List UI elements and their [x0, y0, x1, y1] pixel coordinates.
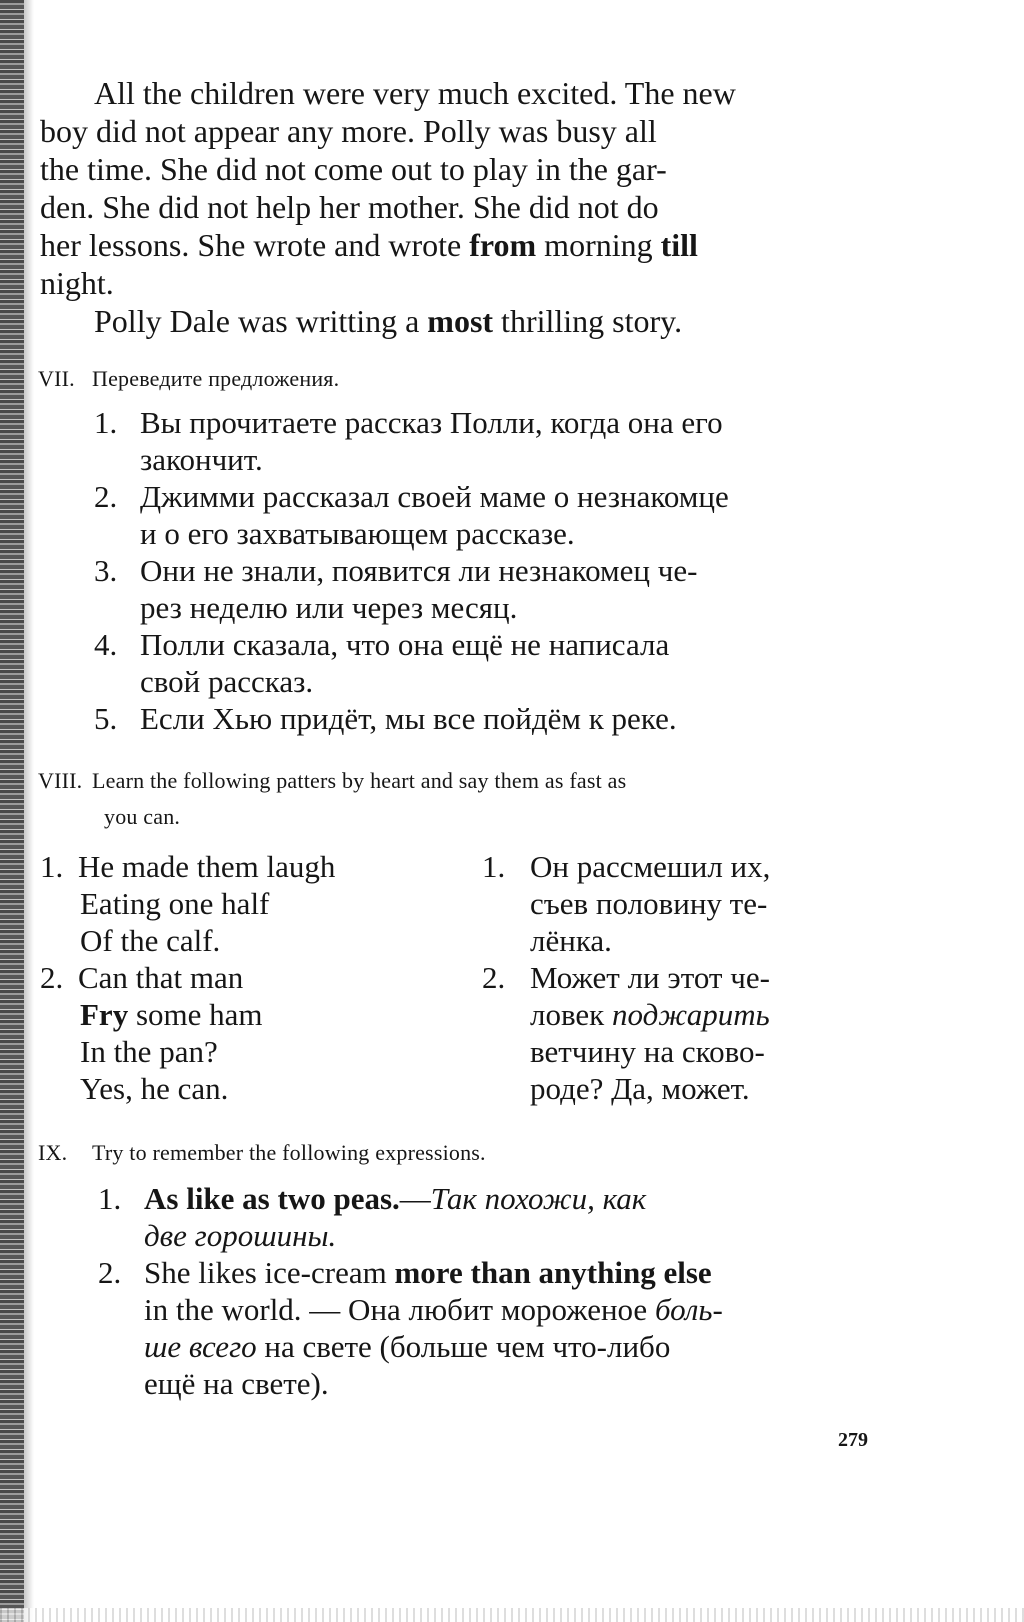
bold-word-from: from [469, 227, 537, 263]
story-line-2: boy did not appear any more. Polly was busy all [40, 113, 657, 149]
list-item: 1. Вы прочитаете рассказ Полли, когда она его закончит. [94, 405, 723, 477]
italic-word: поджарить [612, 997, 770, 1032]
bold-word-till: till [660, 227, 698, 263]
bold-word-most: most [427, 303, 494, 339]
section-ix-heading: IX. Try to remember the following expressions. [38, 1140, 486, 1165]
expression-item-2: 2. She likes ice-cream more than anything else in the world. — Она любит мороженое боль- ше всего на свете (больше чем что-либо ещё на свете). [98, 1255, 723, 1401]
bold-word-fry: Fry [80, 997, 129, 1032]
story-line-5: her lessons. She wrote and wrote from morning till [40, 227, 698, 263]
list-item: 4. Полли сказала, что она ещё не написала свой рассказ. [94, 627, 670, 699]
story-line-4: den. She did not help her mother. She did not do [40, 189, 659, 225]
page-bottom-edge [0, 1608, 1024, 1622]
expression-item-1: 1. As like as two peas.—Так похожи, как две горошины. [98, 1181, 647, 1253]
story-line-7: Polly Dale was writting a most thrilling story. [94, 303, 683, 339]
story-line-3: the time. She did not come out to play in the gar- [40, 151, 667, 187]
page-number: 279 [838, 1429, 868, 1451]
patter-english-column: 1. He made them laugh Eating one half Of the calf. 2. Can that man Fry some ham In the pan? Yes, he can. [40, 849, 336, 1106]
list-item: 2. Джимми рассказал своей маме о незнакомце и о его захватывающем рассказе. [94, 479, 729, 551]
section-vii-heading: VII. Переведите предложения. [38, 366, 340, 391]
list-item: 5. Если Хью придёт, мы все пойдём к реке. [94, 701, 677, 736]
page-binding-edge [0, 0, 24, 1622]
patter-russian-column: 1. Он рассмешил их, съев половину те- лёнка. 2. Может ли этот че- ловек поджарить ветчину на сково- роде? Да, может. [482, 849, 771, 1106]
section-viii-heading-cont: you can. [104, 804, 181, 829]
story-line-6: night. [40, 265, 114, 301]
story-line-1: All the children were very much excited. The new [94, 75, 736, 111]
list-item: 3. Они не знали, появится ли незнакомец че- рез неделю или через месяц. [94, 553, 698, 625]
section-viii-heading: VIII. Learn the following patters by heart and say them as fast as [38, 768, 627, 793]
